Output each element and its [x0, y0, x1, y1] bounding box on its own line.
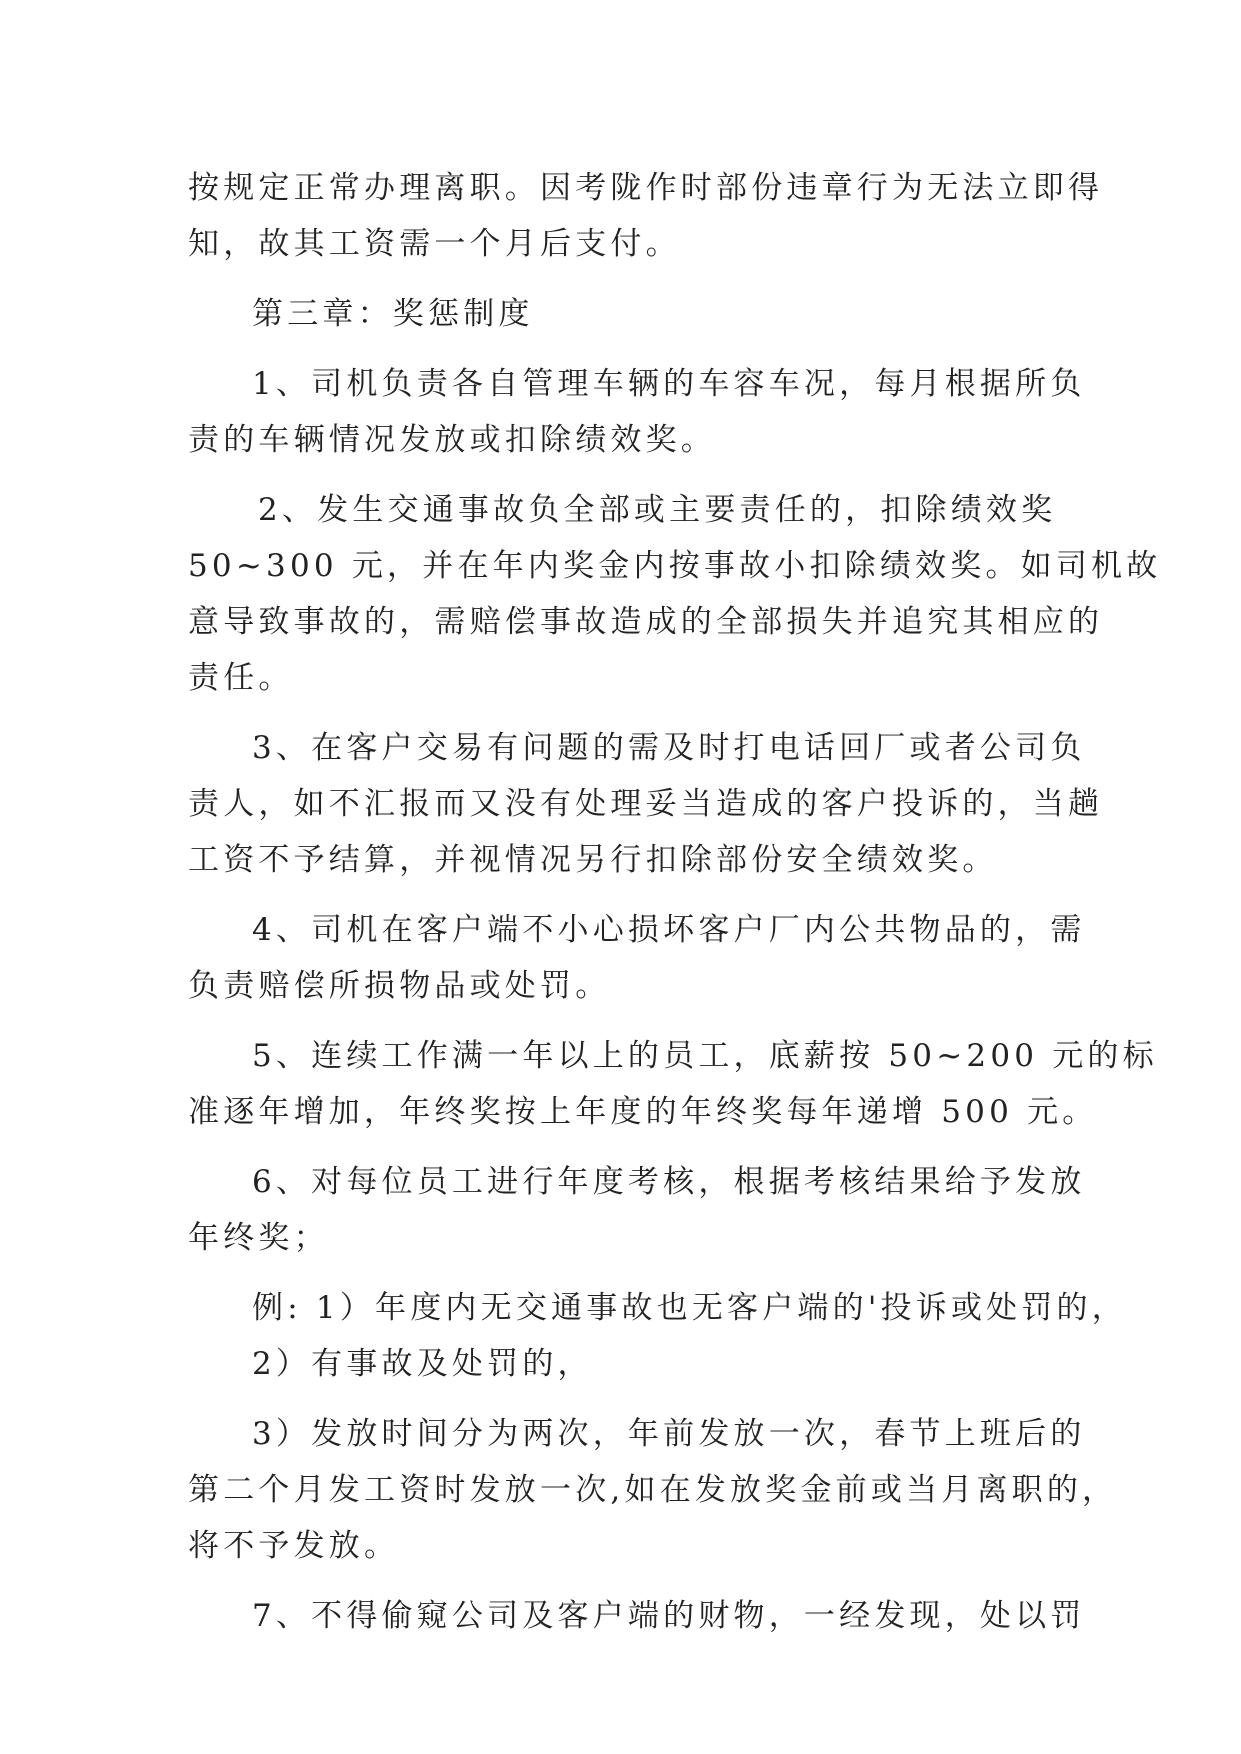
text-line: 准逐年增加，年终奖按上年度的年终奖每年递增 500 元。	[188, 1094, 1098, 1130]
text-line: 责人，如不汇报而又没有处理妥当造成的客户投诉的，当趟	[188, 786, 1104, 822]
text-line: 负责赔偿所损物品或处罚。	[188, 968, 611, 1004]
text-line: 按规定正常办理离职。因考陇作时部份违章行为无法立即得	[188, 170, 1104, 206]
text-line: 年终奖；	[188, 1220, 329, 1256]
text-line: 2、发生交通事故负全部或主要责任的，扣除绩效奖	[258, 492, 1057, 528]
text-line: 责任。	[188, 660, 294, 696]
text-line: 责的车辆情况发放或扣除绩效奖。	[188, 422, 716, 458]
document-body	[188, 160, 1162, 1644]
text-line: 50~300 元，并在年内奖金内按事故小扣除绩效奖。如司机故	[188, 548, 1162, 584]
text-line: 7、不得偷窥公司及客户端的财物，一经发现，处以罚	[252, 1598, 1086, 1634]
text-line: 1、司机负责各自管理车辆的车容车况，每月根据所负	[252, 366, 1086, 402]
text-line: 2）有事故及处罚的，	[252, 1346, 593, 1382]
text-line: 第二个月发工资时发放一次,如在发放奖金前或当月离职的，	[188, 1472, 1118, 1508]
text-line: 意导致事故的，需赔偿事故造成的全部损失并追究其相应的	[188, 604, 1104, 640]
text-line: 3、在客户交易有问题的需及时打电话回厂或者公司负	[252, 730, 1086, 766]
text-line: 将不予发放。	[188, 1528, 400, 1564]
text-line: 6、对每位员工进行年度考核，根据考核结果给予发放	[252, 1164, 1086, 1200]
text-line: 4、司机在客户端不小心损坏客户厂内公共物品的，需	[252, 912, 1086, 948]
text-line: 知，故其工资需一个月后支付。	[188, 226, 681, 262]
text-line: 5、连续工作满一年以上的员工，底薪按 50~200 元的标	[252, 1038, 1158, 1074]
text-line: 例: 1）年度内无交通事故也无客户端的'投诉或处罚的，	[252, 1290, 1127, 1326]
text-line: 工资不予结算，并视情况另行扣除部份安全绩效奖。	[188, 842, 998, 878]
text-line: 3）发放时间分为两次，年前发放一次，春节上班后的	[252, 1416, 1086, 1452]
chapter-heading: 第三章：奖惩制度	[252, 296, 534, 332]
